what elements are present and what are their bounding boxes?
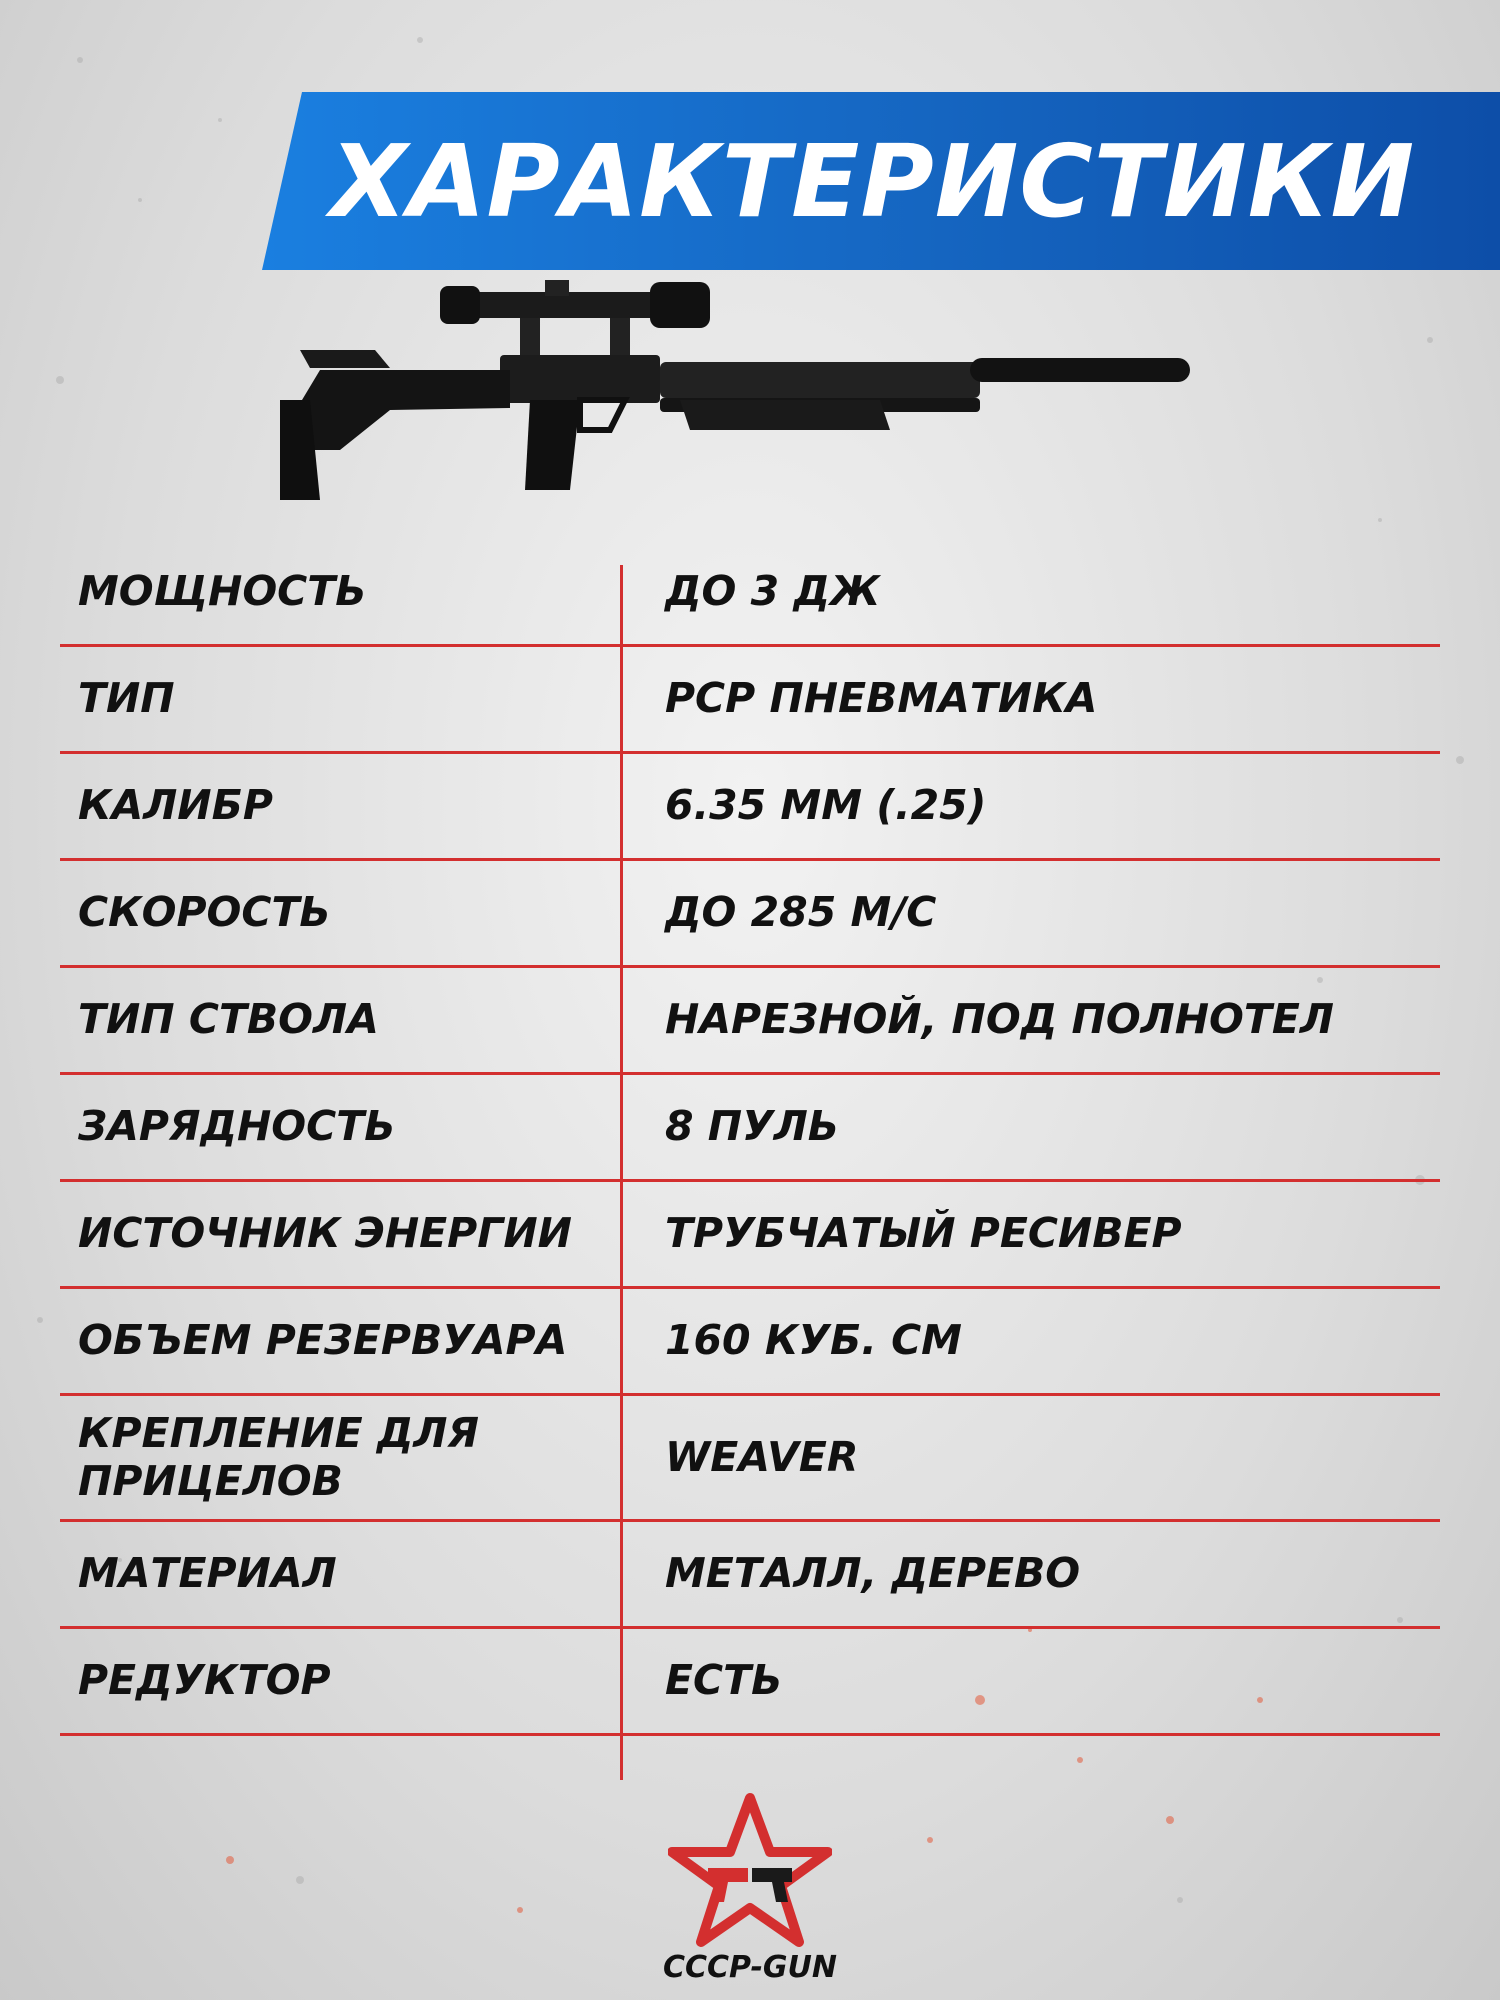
spec-row xyxy=(60,1522,1440,1629)
spec-row xyxy=(60,647,1440,754)
spec-value: ЕСТЬ xyxy=(665,1656,783,1705)
spec-row xyxy=(60,1075,1440,1182)
spec-key: РЕДУКТОР xyxy=(78,1656,331,1705)
spec-key: КРЕПЛЕНИЕ ДЛЯ ПРИЦЕЛОВ xyxy=(78,1409,479,1505)
spec-key: ОБЪЕМ РЕЗЕРВУАРА xyxy=(78,1316,568,1365)
spec-key: ТИП xyxy=(78,674,175,723)
rifle-image xyxy=(280,280,1260,520)
spec-value: ДО 285 М/С xyxy=(665,888,937,937)
spec-value: 6.35 ММ (.25) xyxy=(665,781,987,830)
spec-row xyxy=(60,1289,1440,1396)
spec-row xyxy=(60,968,1440,1075)
page-title: ХАРАКТЕРИСТИКИ xyxy=(330,122,1416,240)
brand-name: CCCP-GUN xyxy=(662,1950,838,1985)
spec-row xyxy=(60,1396,1440,1522)
spec-value: ТРУБЧАТЫЙ РЕСИВЕР xyxy=(665,1209,1182,1258)
spec-value: PCP ПНЕВМАТИКА xyxy=(665,674,1098,723)
spec-value: ДО 3 ДЖ xyxy=(665,567,881,616)
spec-key: СКОРОСТЬ xyxy=(78,888,331,937)
spec-value: WEAVER xyxy=(665,1432,859,1481)
spec-key: ЗАРЯДНОСТЬ xyxy=(78,1102,396,1151)
spec-row xyxy=(60,1629,1440,1736)
spec-value: 160 КУБ. СМ xyxy=(665,1316,962,1365)
spec-value: НАРЕЗНОЙ, ПОД ПОЛНОТЕЛ xyxy=(665,995,1334,1044)
spec-row xyxy=(60,861,1440,968)
spec-key: МОЩНОСТЬ xyxy=(78,567,367,616)
spec-table xyxy=(60,540,1440,1736)
spec-value: МЕТАЛЛ, ДЕРЕВО xyxy=(665,1549,1081,1598)
spec-row xyxy=(60,754,1440,861)
spec-key: ИСТОЧНИК ЭНЕРГИИ xyxy=(78,1209,572,1258)
spec-row xyxy=(60,1182,1440,1289)
spec-row xyxy=(60,540,1440,647)
spec-key: МАТЕРИАЛ xyxy=(78,1549,337,1598)
spec-value: 8 ПУЛЬ xyxy=(665,1102,840,1151)
spec-key: КАЛИБР xyxy=(78,781,273,830)
spec-key: ТИП СТВОЛА xyxy=(78,995,379,1044)
